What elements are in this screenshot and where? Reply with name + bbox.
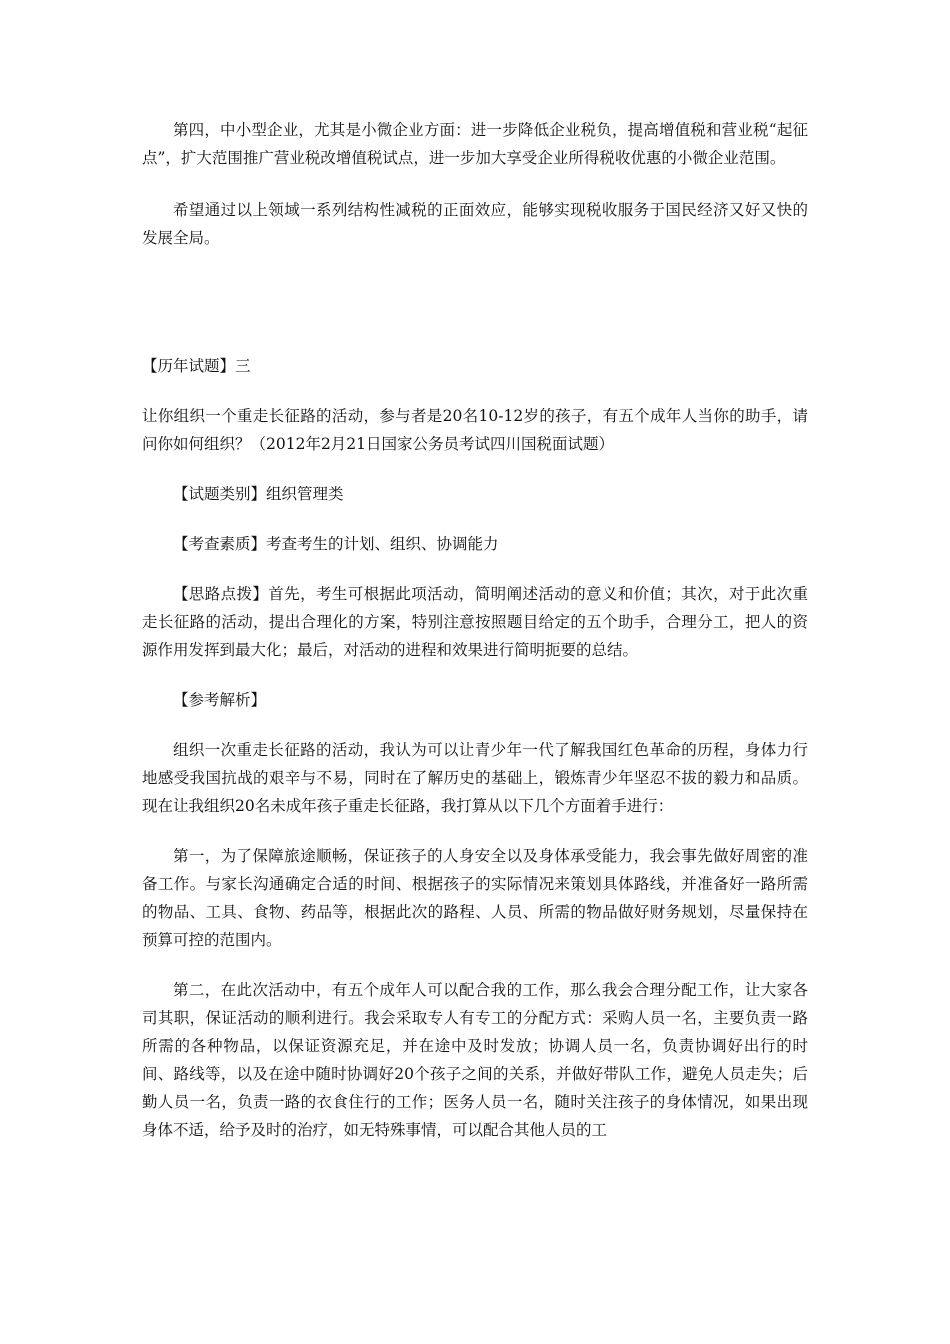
answer-point-one: 第一，为了保障旅途顺畅，保证孩子的人身安全以及身体承受能力，我会事先做好周密的准备工作。与家长沟通确定合适的时间、根据孩子的实际情况来策划具体路线，并准备好一路所需的物品、工具、食物、药品等，根据此次的路程、人员、所需的物品做好财务规划，尽量保持在预算可控的范围内。 <box>142 847 808 949</box>
question-category: 【试题类别】组织管理类 <box>173 485 344 503</box>
paragraph-fourth-point: 第四，中小型企业，尤其是小微企业方面：进一步降低企业税负，提高增值税和营业税“起征点”，扩大范围推广营业税改增值税试点，进一步加大享受企业所得税收优惠的小微企业范围。 <box>142 121 808 167</box>
answer-point-two: 第二，在此次活动中，有五个成年人可以配合我的工作，那么我会合理分配工作，让大家各司其职，保证活动的顺利进行。我会采取专人有专工的分配方式：采购人员一名，主要负责一路所需的各种物品，以保证资源充足，并在途中及时发放；协调人员一名，负责协调好出行的时间、路线等，以及在途中随时协调好20个孩子之间的关系，并做好带队工作，避免人员走失；后勤人员一名，负责一路的衣食住行的工作；医务人员一名，随时关注孩子的身体情况，如果出现身体不适，给予及时的治疗，如无特殊事情，可以配合其他人员的工 <box>142 981 808 1139</box>
paragraph-conclusion: 希望通过以上领域一系列结构性减税的正面效应，能够实现税收服务于国民经济又好又快的发展全局。 <box>142 201 808 247</box>
reference-answer-heading: 【参考解析】 <box>173 691 267 709</box>
thinking-guide: 【思路点拨】首先，考生可根据此项活动，简明阐述活动的意义和价值；其次，对于此次重走长征路的活动，提出合理化的方案，特别注意按照题目给定的五个助手，合理分工，把人的资源作用发挥到最大化；最后，对活动的进程和效果进行简明扼要的总结。 <box>142 585 808 659</box>
question-competency: 【考查素质】考查考生的计划、组织、协调能力 <box>173 535 499 553</box>
section-heading-past-exam: 【历年试题】三 <box>142 357 251 375</box>
answer-introduction: 组织一次重走长征路的活动，我认为可以让青少年一代了解我国红色革命的历程，身体力行地感受我国抗战的艰辛与不易，同时在了解历史的基础上，锻炼青少年坚忍不拔的毅力和品质。现在让我组织20名未成年孩子重走长征路，我打算从以下几个方面着手进行： <box>142 741 808 815</box>
exam-question: 让你组织一个重走长征路的活动，参与者是20名10-12岁的孩子，有五个成年人当你的助手，请问你如何组织？（2012年2月21日国家公务员考试四川国税面试题） <box>142 407 808 453</box>
document-body <box>142 116 808 1144</box>
